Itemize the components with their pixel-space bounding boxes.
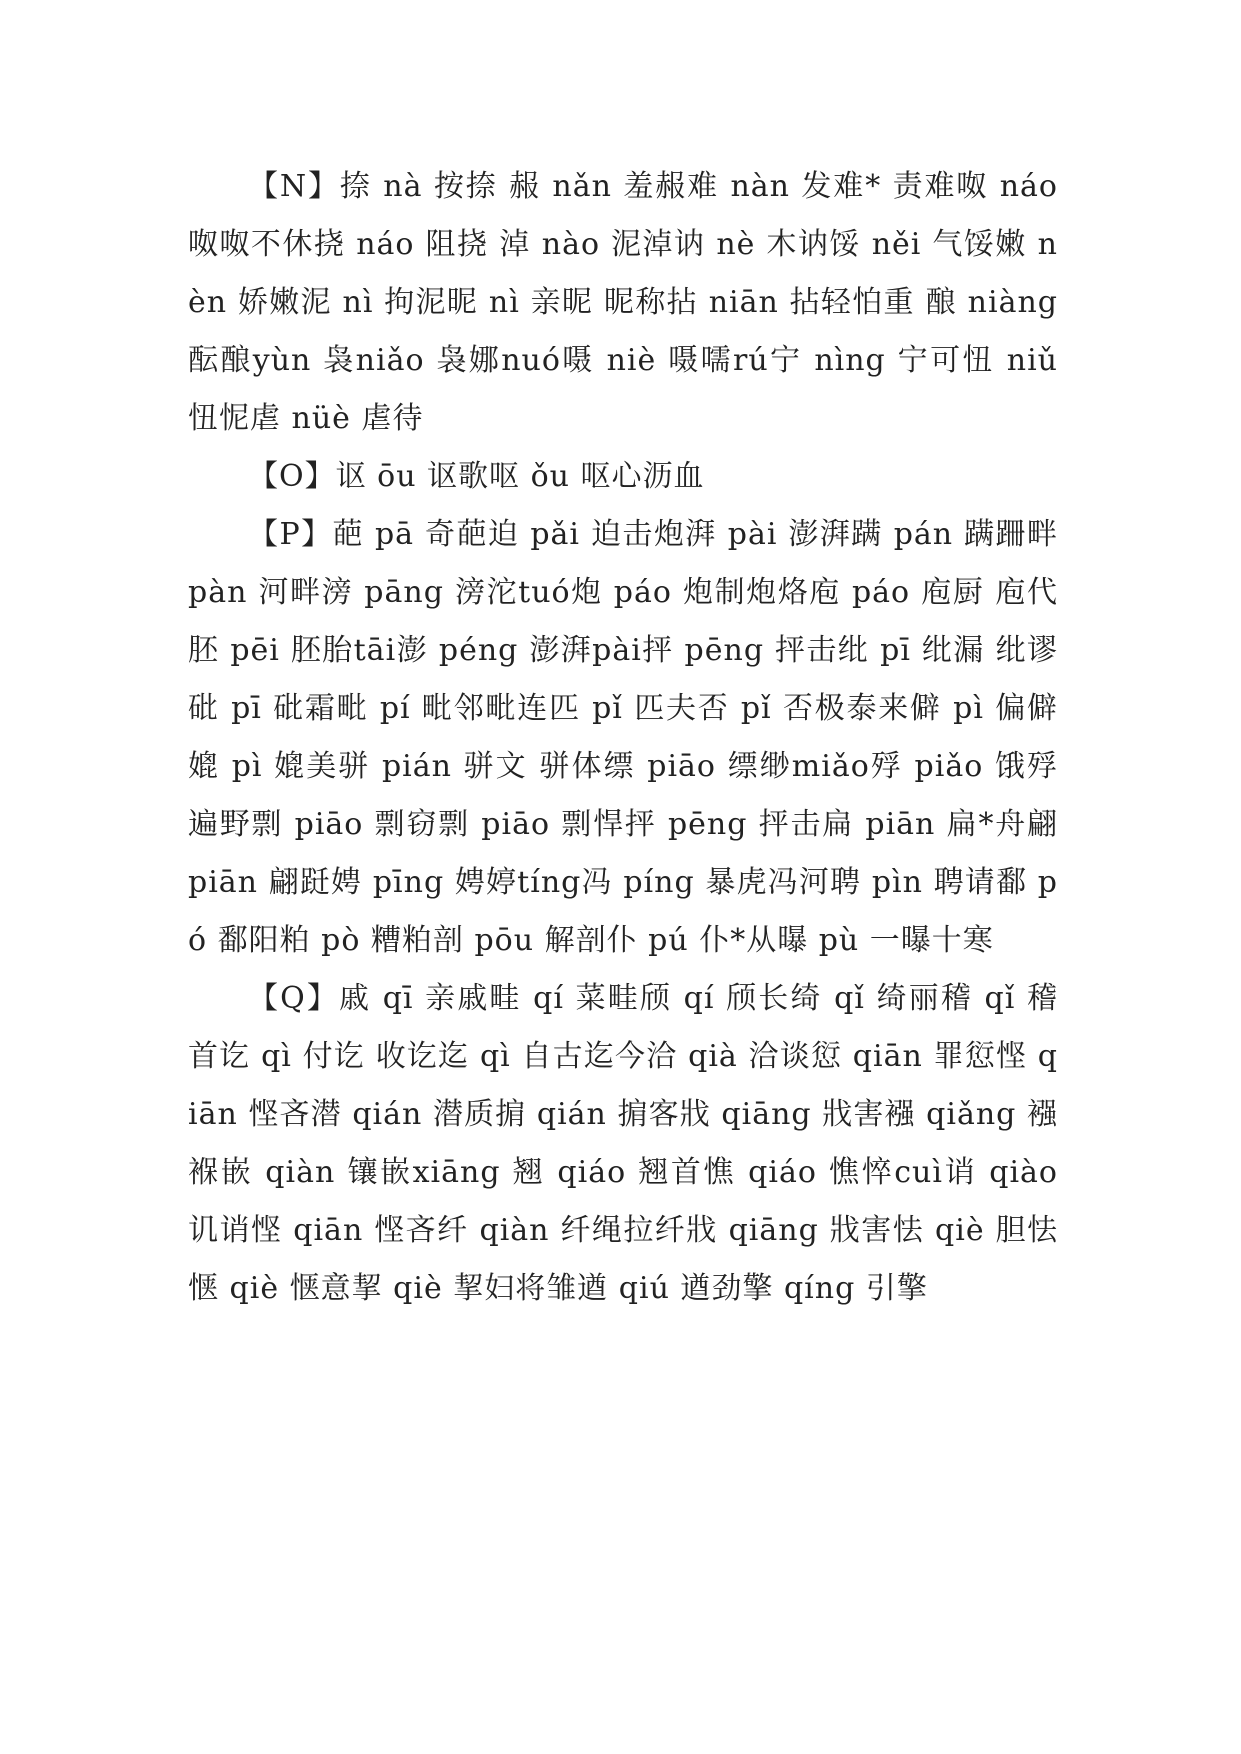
paragraph-q: 【Q】戚 qī 亲戚畦 qí 菜畦颀 qí 颀长绮 qǐ 绮丽稽 qǐ 稽首讫 qì 付讫 收讫迄 qì 自古迄今洽 qià 洽谈愆 qiān 罪愆悭 qiān 悭吝潜 qián 潜质掮 qián 掮客戕 qiāng 戕害襁 qiǎng 襁褓嵌 qiàn 镶嵌xiāng 翘 qiáo 翘首憔 qiáo 憔悴cuì诮 qiào 讥诮悭 qiān 悭吝纤 qiàn 纤绳拉纤戕 qiāng 戕害怯 qiè 胆怯惬 qiè 惬意挈 qiè 挈妇将雏遒 qiú 遒劲擎 qíng 引擎 bbox=[188, 981, 1058, 1306]
document-page bbox=[188, 158, 1058, 1318]
paragraph-n: 【N】捺 nà 按捺 赧 nǎn 羞赧难 nàn 发难* 责难呶 náo 呶呶不休挠 náo 阻挠 淖 nào 泥淖讷 nè 木讷馁 něi 气馁嫩 nèn 娇嫩泥 nì 拘泥昵 nì 亲昵 昵称拈 niān 拈轻怕重 酿 niàng 酝酿yùn 袅niǎo 袅娜nuó嗫 niè 嗫嚅rú宁 nìng 宁可忸 niǔ 忸怩虐 nüè 虐待 bbox=[188, 169, 1058, 436]
paragraph-o: 【O】讴 ōu 讴歌呕 ǒu 呕心沥血 bbox=[248, 459, 705, 494]
paragraph-p: 【P】葩 pā 奇葩迫 pǎi 迫击炮湃 pài 澎湃蹒 pán 蹒跚畔 pàn 河畔滂 pāng 滂沱tuó炮 páo 炮制炮烙庖 páo 庖厨 庖代胚 pēi 胚胎tāi澎 péng 澎湃pài抨 pēng 抨击纰 pī 纰漏 纰谬砒 pī 砒霜毗 pí 毗邻毗连匹 pǐ 匹夫否 pǐ 否极泰来僻 pì 偏僻媲 pì 媲美骈 pián 骈文 骈体缥 piāo 缥缈miǎo殍 piǎo 饿殍遍野剽 piāo 剽窃剽 piāo 剽悍抨 pēng 抨击扁 piān 扁*舟翩 piān 翩跹娉 pīng 娉婷tíng冯 píng 暴虎冯河聘 pìn 聘请鄱 pó 鄱阳粕 pò 糟粕剖 pōu 解剖仆 pú 仆*从曝 pù 一曝十寒 bbox=[188, 517, 1058, 958]
